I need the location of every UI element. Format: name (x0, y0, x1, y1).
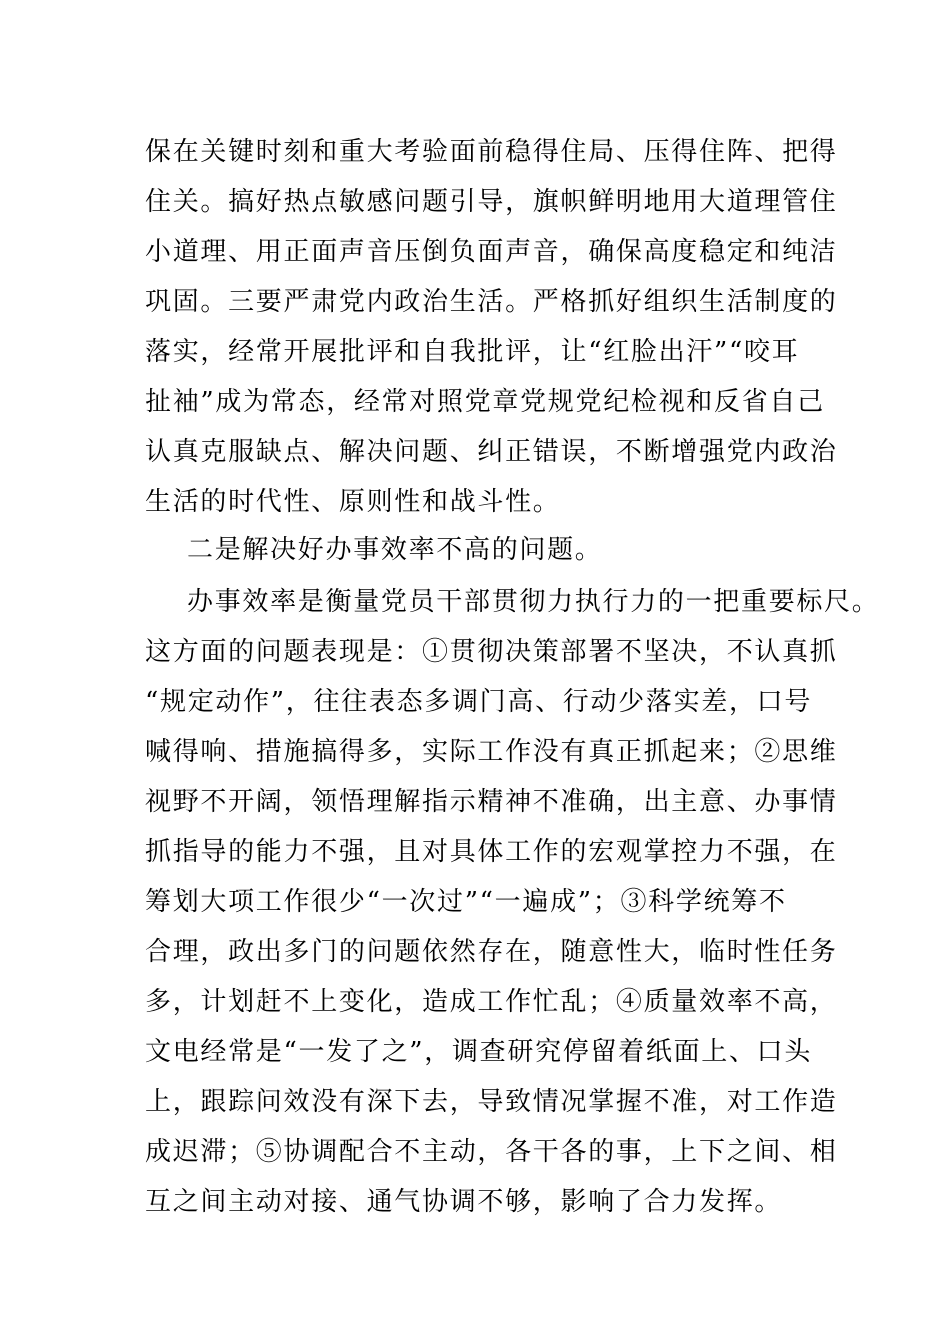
text-line: 巩固。三要严肃党内政治生活。严格抓好组织生活制度的 (145, 287, 838, 317)
paragraph-start: 办事效率是衡量党员干部贯彻力执行力的一把重要标尺。 (187, 587, 880, 617)
text-line: 扯袖”成为常态，经常对照党章党规党纪检视和反省自己 (145, 387, 825, 417)
section-heading: 二是解决好办事效率不高的问题。 (187, 535, 603, 565)
text-line: 抓指导的能力不强，且对具体工作的宏观掌控力不强，在 (145, 837, 838, 867)
text-line: 合理，政出多门的问题依然存在，随意性大，临时性任务 (145, 937, 838, 967)
text-line: 成迟滞；⑤协调配合不主动，各干各的事，上下之间、相 (145, 1137, 838, 1167)
text-line: 多，计划赶不上变化，造成工作忙乱；④质量效率不高， (145, 987, 838, 1017)
text-line: 文电经常是“一发了之”，调查研究停留着纸面上、口头 (145, 1037, 813, 1067)
text-line: 视野不开阔，领悟理解指示精神不准确，出主意、办事情 (145, 787, 838, 817)
text-line: 生活的时代性、原则性和战斗性。 (145, 487, 561, 517)
text-line: 上，跟踪问效没有深下去，导致情况掌握不准，对工作造 (145, 1087, 838, 1117)
text-line: 住关。搞好热点敏感问题引导，旗帜鲜明地用大道理管住 (145, 187, 838, 217)
text-line: 认真克服缺点、解决问题、纠正错误，不断增强党内政治 (145, 437, 838, 467)
text-line: 筹划大项工作很少“一次过”“一遍成”；③科学统筹不 (145, 887, 787, 917)
text-line: 互之间主动对接、通气协调不够，影响了合力发挥。 (145, 1187, 783, 1217)
text-line: 落实，经常开展批评和自我批评，让“红脸出汗”“咬耳 (145, 337, 800, 367)
text-line: 这方面的问题表现是：①贯彻决策部署不坚决，不认真抓 (145, 637, 838, 667)
text-line: “规定动作”，往往表态多调门高、行动少落实差，口号 (145, 687, 813, 717)
text-line: 保在关键时刻和重大考验面前稳得住局、压得住阵、把得 (145, 137, 838, 167)
text-line: 喊得响、措施搞得多，实际工作没有真正抓起来；②思维 (145, 737, 838, 767)
text-line: 小道理、用正面声音压倒负面声音，确保高度稳定和纯洁 (145, 237, 838, 267)
